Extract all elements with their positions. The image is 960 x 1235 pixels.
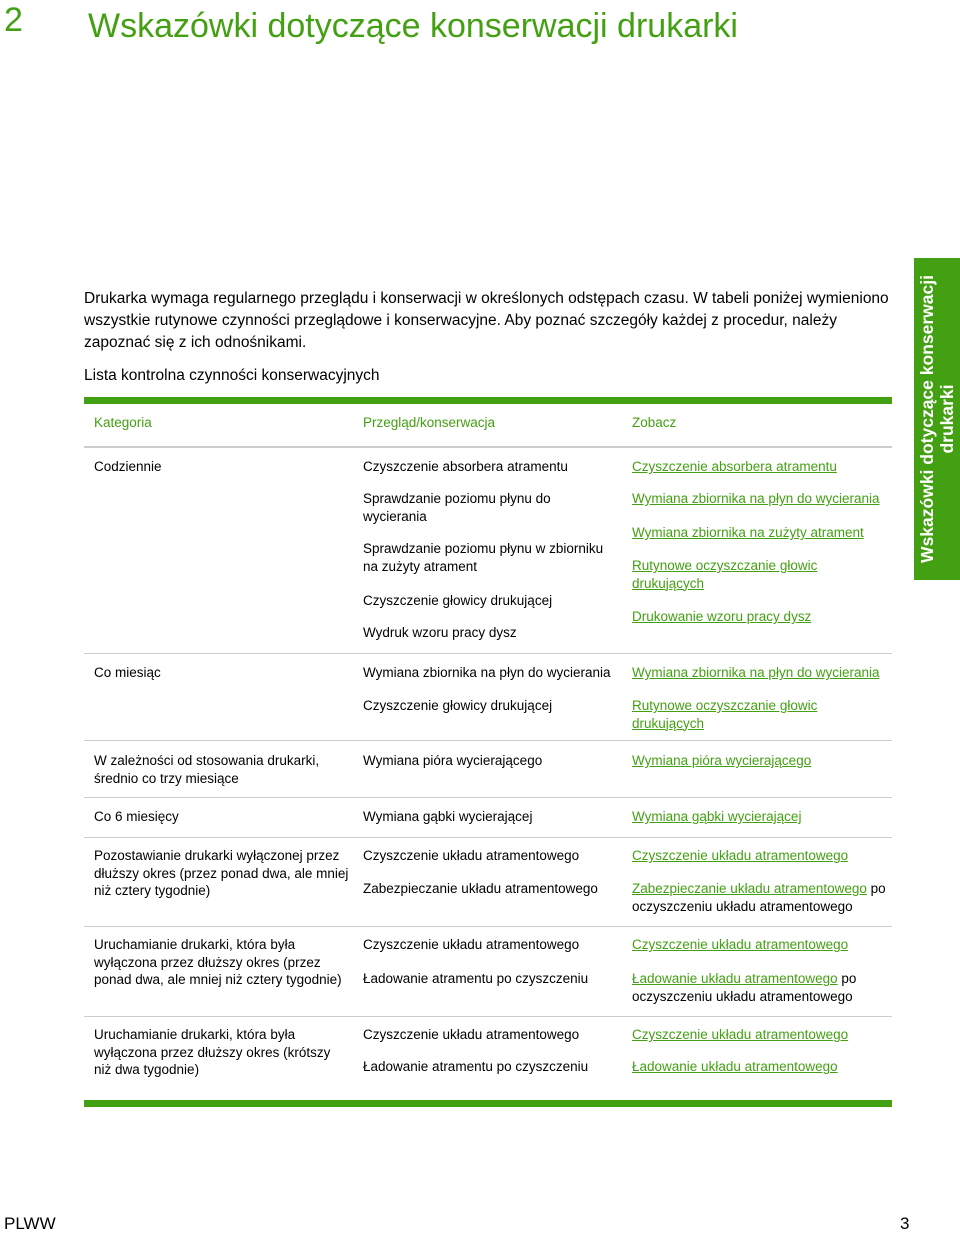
table-row [84, 798, 892, 838]
review-item: Czyszczenie głowicy drukującej [363, 698, 553, 713]
review-item: Sprawdzanie poziomu płynu w zbiorniku na zużyty atrament [363, 541, 604, 574]
header-review: Przegląd/konserwacja [363, 415, 496, 430]
category-cell: Pozostawianie drukarki wyłączonej przez dłuższy okres (przez ponad dwa, ale mniej niż cztery tygodnie) [94, 848, 349, 898]
category-cell: W zależności od stosowania drukarki, średnio co trzy miesiące [94, 753, 320, 786]
reference-link[interactable]: Czyszczenie układu atramentowego [632, 937, 849, 952]
category-cell: Codziennie [94, 459, 162, 474]
review-item: Czyszczenie układu atramentowego [363, 937, 580, 952]
review-item: Czyszczenie absorbera atramentu [363, 459, 568, 474]
header-category: Kategoria [94, 415, 152, 430]
reference-link[interactable]: Drukowanie wzoru pracy dysz [632, 609, 812, 624]
chapter-number: 2 [4, 1, 23, 39]
table-header-row [84, 404, 892, 448]
category-cell: Co miesiąc [94, 665, 161, 680]
table-row [84, 742, 892, 798]
reference-link[interactable]: Rutynowe oczyszczanie głowic drukujących [632, 558, 818, 591]
page-number: 3 [900, 1214, 910, 1233]
side-tab [914, 258, 960, 580]
review-item: Wymiana zbiornika na płyn do wycierania [363, 665, 611, 680]
review-item: Zabezpieczanie układu atramentowego [363, 881, 598, 896]
reference-link[interactable]: Wymiana gąbki wycierającej [632, 809, 802, 824]
reference-link[interactable]: Czyszczenie układu atramentowego [632, 848, 849, 863]
review-item: Czyszczenie głowicy drukującej [363, 593, 553, 608]
reference-link[interactable]: Wymiana pióra wycierającego [632, 753, 812, 768]
table-title: Lista kontrolna czynności konserwacyjnych [84, 367, 380, 384]
table-row-last [84, 1017, 892, 1097]
table-top-bar [84, 397, 892, 404]
reference-cell [632, 880, 890, 915]
reference-link[interactable]: Czyszczenie układu atramentowego [632, 1027, 849, 1042]
category-cell: Uruchamianie drukarki, która była wyłączona przez dłuższy okres (krótszy niż dwa tygodnie) [94, 1027, 331, 1077]
reference-link[interactable]: Ładowanie układu atramentowego [632, 971, 838, 986]
reference-link[interactable]: Wymiana zbiornika na płyn do wycierania [632, 665, 880, 680]
category-cell: Co 6 miesięcy [94, 809, 179, 824]
review-item: Wymiana pióra wycierającego [363, 753, 543, 768]
reference-link[interactable]: Wymiana zbiornika na zużyty atrament [632, 525, 864, 540]
chapter-title: Wskazówki dotyczące konserwacji drukarki [88, 7, 738, 45]
review-item: Czyszczenie układu atramentowego [363, 848, 580, 863]
reference-suffix: po oczyszczeniu układu atramentowego [632, 881, 886, 914]
table-row [84, 448, 892, 654]
review-item: Sprawdzanie poziomu płynu do wycierania [363, 491, 551, 524]
category-cell: Uruchamianie drukarki, która była wyłączona przez dłuższy okres (przez ponad dwa, ale mniej niż cztery tygodnie) [94, 937, 342, 987]
reference-link[interactable]: Rutynowe oczyszczanie głowic drukujących [632, 698, 818, 731]
table-row [84, 654, 892, 741]
table-row [84, 927, 892, 1017]
intro-paragraph: Drukarka wymaga regularnego przeglądu i konserwacji w określonych odstępach czasu. W tabeli poniżej wymieniono wszystkie rutynowe czynności przeglądowe i konserwacyjne. Aby poznać szczegóły każdej z procedur, należy zapoznać się z ich odnośnikami. [84, 290, 889, 351]
table-bottom-bar [84, 1100, 892, 1107]
side-tab-label: Wskazówki dotyczące konserwacji drukarki [917, 275, 957, 563]
review-item: Czyszczenie układu atramentowego [363, 1027, 580, 1042]
review-item: Ładowanie atramentu po czyszczeniu [363, 971, 589, 986]
reference-link[interactable]: Zabezpieczanie układu atramentowego [632, 881, 867, 896]
header-see: Zobacz [632, 415, 677, 430]
reference-cell [632, 970, 890, 1005]
reference-link[interactable]: Ładowanie układu atramentowego [632, 1059, 838, 1074]
reference-link[interactable]: Czyszczenie absorbera atramentu [632, 459, 837, 474]
reference-link[interactable]: Wymiana zbiornika na płyn do wycierania [632, 491, 880, 506]
reference-suffix: po oczyszczeniu układu atramentowego [632, 971, 857, 1004]
review-item: Wymiana gąbki wycierającej [363, 809, 533, 824]
review-item: Ładowanie atramentu po czyszczeniu [363, 1059, 589, 1074]
table-row [84, 838, 892, 927]
review-item: Wydruk wzoru pracy dysz [363, 625, 517, 640]
footer-label: PLWW [4, 1214, 56, 1233]
